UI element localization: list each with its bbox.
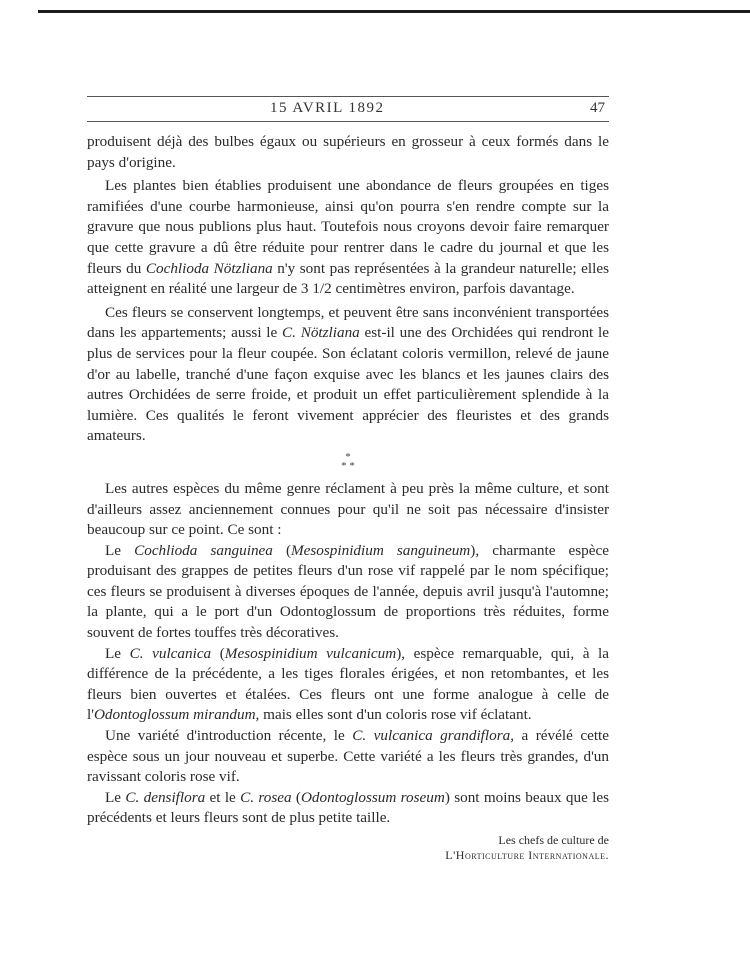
asterism-top: *	[345, 450, 351, 463]
italic-term: C. vulcanica grandiflora,	[352, 727, 515, 745]
paragraph-4	[87, 479, 609, 541]
running-header-date: 15 AVRIL 1892	[270, 100, 385, 116]
header-rule-bottom	[87, 121, 609, 122]
italic-term: Mesospinidium sanguineum	[291, 541, 471, 559]
text-run: Ces fleurs se conservent longtemps, et peuvent être sans inconvénient transportées dans les appartements; aussi le	[87, 303, 609, 342]
text-run: Les plantes bien établies produisent une abondance de fleurs groupées en tiges ramifiées d'une courbe harmonieuse, ainsi qu'on pourra s'en rendre compte sur la gravure que nous publions plus haut. Toutefois nous croyons devoir faire remarquer que cette gravure a dû être réduite pour rentrer dans le cadre du journal et que les fleurs du	[87, 177, 609, 277]
signature-line-1: Les chefs de culture de	[498, 833, 609, 847]
paragraph-2	[87, 176, 609, 300]
paragraph-7	[87, 726, 609, 788]
italic-term: C. densiflora	[125, 788, 206, 806]
italic-term: C. vulcanica	[129, 644, 212, 662]
text-run: Les autres espèces du même genre réclament à peu près la même culture, et sont d'ailleurs assez anciennement connues pour qu'il ne soit pas nécessaire d'insister beaucoup sur ce point. Ce sont :	[87, 479, 609, 539]
italic-term: Odontoglossum mirandum,	[93, 706, 260, 724]
text-run: produisent déjà des bulbes égaux ou supérieurs en grosseur à ceux formés dans le pays d'origine.	[87, 133, 609, 171]
paragraph-3	[87, 303, 609, 447]
italic-term: C. rosea	[240, 788, 292, 806]
italic-term: Cochlioda Nötzliana	[145, 259, 273, 277]
paragraph-6	[87, 644, 609, 726]
signature-line-2: L'Horticulture Internationale.	[445, 848, 609, 862]
signature-block	[87, 833, 609, 863]
asterism-bottom: * *	[341, 459, 355, 472]
text-run: ) sont moins beaux que les précédents et leurs fleurs sont de plus petite taille.	[87, 788, 610, 827]
italic-term: C. Nötzliana	[282, 324, 360, 342]
italic-term: Cochlioda sanguinea	[134, 541, 273, 559]
text-run: mais elles sont d'un coloris rose vif éclatant.	[259, 706, 532, 724]
text-run: (	[272, 541, 291, 559]
page-number: 47	[590, 100, 605, 116]
text-run: Une variété d'introduction récente, le	[105, 727, 353, 745]
italic-term: Odontoglossum roseum	[300, 788, 445, 806]
text-run: (	[211, 644, 225, 662]
header-rule-top	[87, 96, 609, 97]
paragraph-5	[87, 541, 609, 644]
text-run: est-il une des Orchidées qui rendront le plus de services pour la fleur coupée. Son éclatant coloris vermillon, relevé de jaune d'or au labelle, tranché d'une façon exquise avec les blancs et les jaunes clairs des autres Orchidées de serre froide, et produit un effet particulièrement splendide à la lumière. Ces qualités le feront vivement apprécier des fleuristes et des grands amateurs.	[87, 324, 609, 445]
text-run: Le	[105, 541, 135, 559]
italic-term: Mesospinidium vulcanicum	[224, 644, 397, 662]
text-run: ), charmante espèce produisant des grappes de petites fleurs d'un rose vif rappelé par le nom spécifique; ces fleurs se produisent à diverses époques de l'année, depuis avril jusqu'à l'automne; la plante, qui a le port d'un Odontoglossum de proportions très réduites, forme souvent de fortes touffes très décoratives.	[87, 541, 609, 642]
text-run: et le	[205, 788, 241, 806]
article-body	[87, 132, 609, 863]
text-run: ), espèce remarquable, qui, à la différence de la précédente, a les tiges florales érigées, et non retombantes, et les fleurs bien ouvertes et étalées. Ces fleurs ont une forme analogue à celle de l'	[87, 644, 609, 724]
text-run: (	[291, 788, 301, 806]
paragraph-1	[87, 132, 609, 173]
paragraph-8	[87, 788, 609, 829]
text-run: a révélé cette espèce sous un jour nouveau et superbe. Cette variété a les fleurs très grandes, d'un ravissant coloris rose vif.	[87, 727, 609, 786]
asterism-separator	[87, 450, 609, 472]
text-run: n'y sont pas représentées à la grandeur naturelle; elles atteignent en réalité une largeur de 3 1/2 centimètres environ, parfois davantage.	[87, 259, 610, 298]
text-run: Le	[105, 788, 126, 806]
text-run: Le	[105, 644, 130, 662]
